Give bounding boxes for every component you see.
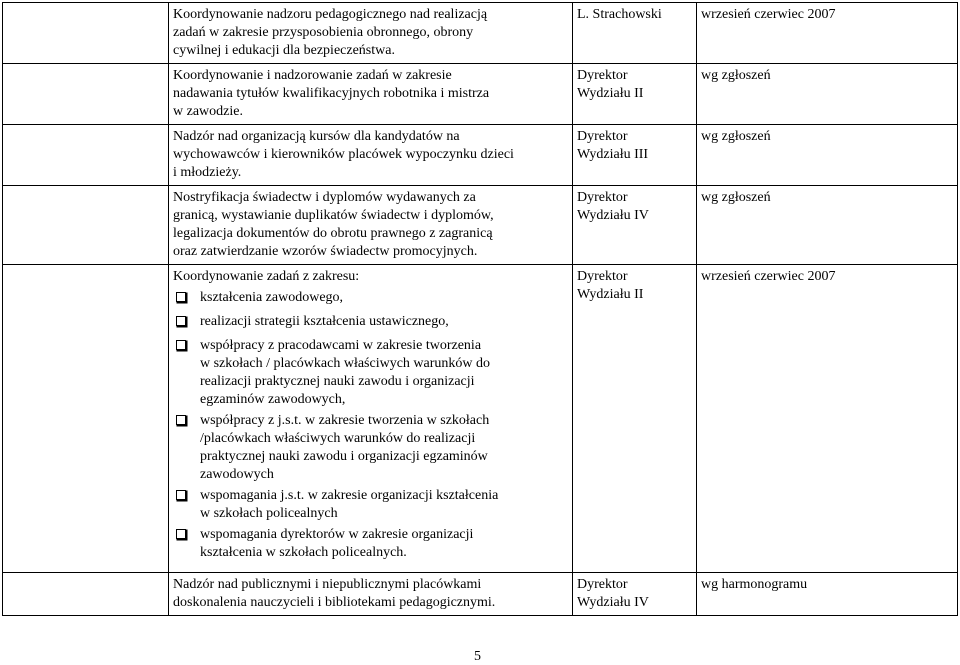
list-item-text: kształcenia w szkołach policealnych. xyxy=(200,545,407,560)
deadline-text: wrzesień czerwiec 2007 xyxy=(701,269,836,284)
responsible-cell xyxy=(573,3,697,64)
list-item-text: w szkołach / placówkach właściwych warunków do xyxy=(200,356,491,371)
checkbox-square-icon xyxy=(176,415,188,427)
task-cell xyxy=(169,265,573,573)
checkbox-square-icon xyxy=(176,316,188,328)
task-text: Koordynowanie nadzoru pedagogicznego nad realizacją xyxy=(173,7,488,22)
empty-cell xyxy=(3,186,169,265)
task-text: zadań w zakresie przysposobienia obronnego, obrony xyxy=(173,25,474,40)
task-text: cywilnej i edukacji dla bezpieczeństwa. xyxy=(173,43,395,58)
list-item xyxy=(173,487,569,523)
bullet-list xyxy=(173,289,569,562)
responsible-text: Dyrektor xyxy=(577,68,628,83)
responsible-cell xyxy=(573,125,697,186)
list-item-text: wspomagania j.s.t. w zakresie organizacji kształcenia xyxy=(200,488,499,503)
deadline-text: wg zgłoszeń xyxy=(701,129,771,144)
list-item-text: współpracy z pracodawcami w zakresie tworzenia xyxy=(200,338,482,353)
deadline-text: wg zgłoszeń xyxy=(701,68,771,83)
responsible-text: Dyrektor xyxy=(577,190,628,205)
list-item-text: współpracy z j.s.t. w zakresie tworzenia w szkołach xyxy=(200,413,490,428)
deadline-text: wrzesień czerwiec 2007 xyxy=(701,7,836,22)
task-text: doskonalenia nauczycieli i bibliotekami pedagogicznymi. xyxy=(173,595,496,610)
deadline-cell xyxy=(697,186,958,265)
responsible-text: Dyrektor xyxy=(577,129,628,144)
responsible-text: Wydziału II xyxy=(577,287,644,302)
list-item xyxy=(173,526,569,562)
task-cell xyxy=(169,64,573,125)
list-item xyxy=(173,412,569,484)
list-item xyxy=(173,337,569,409)
deadline-cell xyxy=(697,573,958,616)
task-text: Nadzór nad organizacją kursów dla kandydatów na xyxy=(173,129,460,144)
task-text: i młodzieży. xyxy=(173,165,242,180)
table-row xyxy=(3,64,958,125)
responsible-text: Wydziału III xyxy=(577,147,649,162)
task-text: oraz zatwierdzanie wzorów świadectw promocyjnych. xyxy=(173,244,478,259)
checkbox-square-icon xyxy=(176,490,188,502)
list-item-text: egzaminów zawodowych, xyxy=(200,392,346,407)
table-row xyxy=(3,186,958,265)
list-item-text: kształcenia zawodowego, xyxy=(200,290,344,305)
task-cell xyxy=(169,573,573,616)
task-cell xyxy=(169,186,573,265)
list-item-text: /placówkach właściwych warunków do realizacji xyxy=(200,431,476,446)
list-item xyxy=(173,289,569,307)
deadline-cell xyxy=(697,3,958,64)
responsible-text: Dyrektor xyxy=(577,269,628,284)
responsible-cell xyxy=(573,186,697,265)
task-text: nadawania tytułów kwalifikacyjnych robotnika i mistrza xyxy=(173,86,490,101)
task-text: wychowawców i kierowników placówek wypoczynku dzieci xyxy=(173,147,514,162)
responsible-text: Wydziału II xyxy=(577,86,644,101)
deadline-cell xyxy=(697,125,958,186)
empty-cell xyxy=(3,3,169,64)
deadline-cell xyxy=(697,64,958,125)
task-text: Koordynowanie i nadzorowanie zadań w zakresie xyxy=(173,68,452,83)
list-item-text: realizacji praktycznej nauki zawodu i organizacji xyxy=(200,374,475,389)
list-item-text: praktycznej nauki zawodu i organizacji egzaminów xyxy=(200,449,488,464)
task-text: Nadzór nad publicznymi i niepublicznymi placówkami xyxy=(173,577,482,592)
deadline-text: wg harmonogramu xyxy=(701,577,808,592)
deadline-text: wg zgłoszeń xyxy=(701,190,771,205)
task-cell xyxy=(169,125,573,186)
empty-cell xyxy=(3,265,169,573)
table-row xyxy=(3,573,958,616)
table-row xyxy=(3,125,958,186)
responsible-cell xyxy=(573,573,697,616)
list-item-text: zawodowych xyxy=(200,467,274,482)
empty-cell xyxy=(3,125,169,186)
responsible-text: Wydziału IV xyxy=(577,208,649,223)
checkbox-square-icon xyxy=(176,340,188,352)
list-item-text: w szkołach policealnych xyxy=(200,506,338,521)
table-row xyxy=(3,265,958,573)
table-row xyxy=(3,3,958,64)
task-text: Nostryfikacja świadectw i dyplomów wydawanych za xyxy=(173,190,476,205)
checkbox-square-icon xyxy=(176,529,188,541)
task-table xyxy=(2,2,958,616)
task-text: w zawodzie. xyxy=(173,104,243,119)
responsible-cell xyxy=(573,265,697,573)
responsible-cell xyxy=(573,64,697,125)
task-text: granicą, wystawianie duplikatów świadectw i dyplomów, xyxy=(173,208,494,223)
page-number: 5 xyxy=(474,649,481,664)
responsible-text: L. Strachowski xyxy=(577,7,662,22)
checkbox-square-icon xyxy=(176,292,188,304)
deadline-cell xyxy=(697,265,958,573)
task-cell xyxy=(169,3,573,64)
empty-cell xyxy=(3,573,169,616)
task-text: legalizacja dokumentów do obrotu prawnego z zagranicą xyxy=(173,226,493,241)
list-item xyxy=(173,313,569,331)
responsible-text: Dyrektor xyxy=(577,577,628,592)
list-item-text: realizacji strategii kształcenia ustawicznego, xyxy=(200,314,449,329)
task-intro: Koordynowanie zadań z zakresu: xyxy=(173,269,360,284)
responsible-text: Wydziału IV xyxy=(577,595,649,610)
list-item-text: wspomagania dyrektorów w zakresie organizacji xyxy=(200,527,474,542)
empty-cell xyxy=(3,64,169,125)
